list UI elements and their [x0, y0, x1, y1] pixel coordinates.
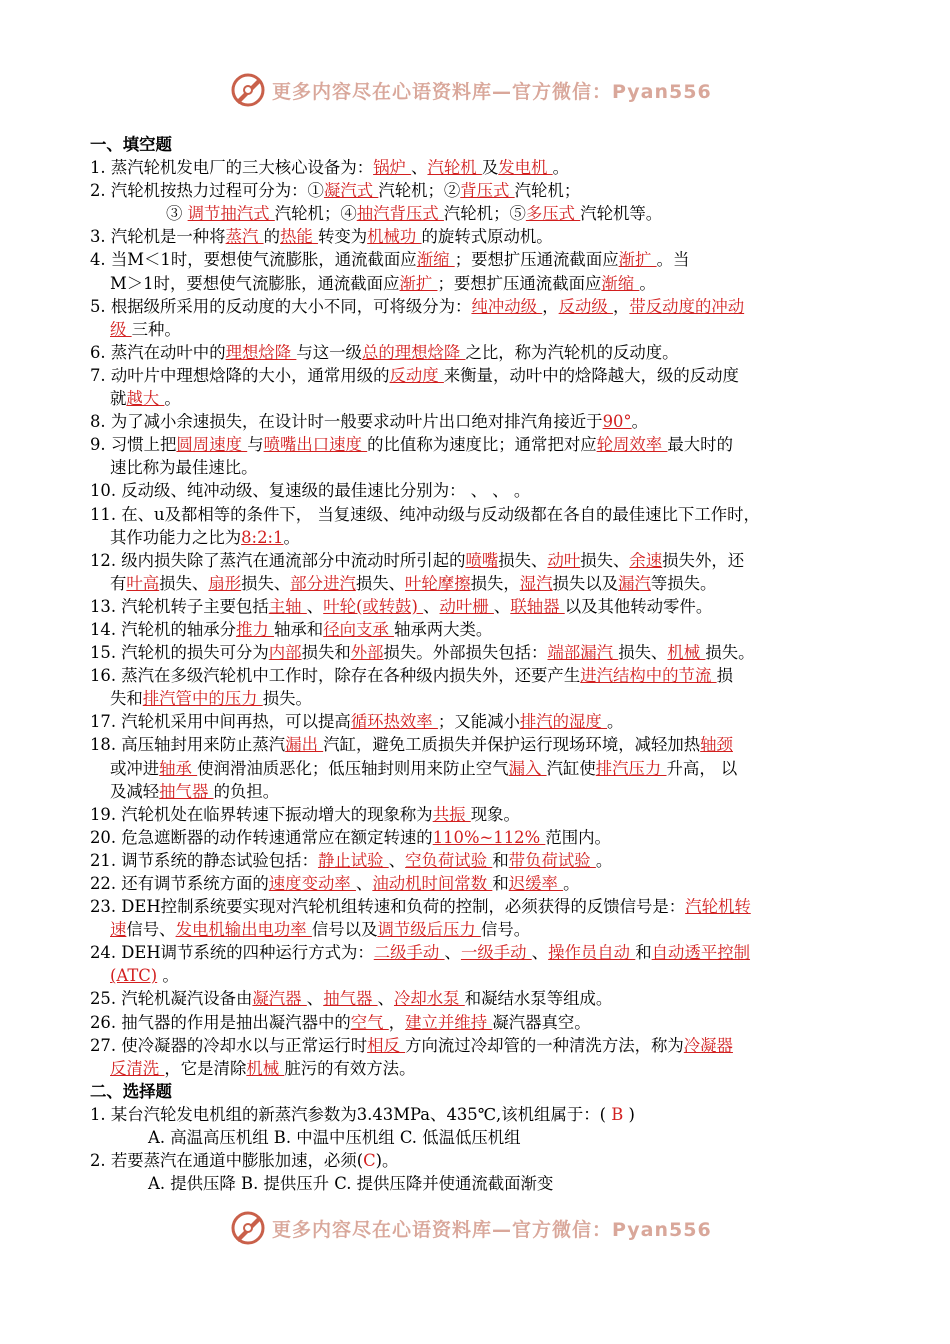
line-text: 一、填空题 [90, 135, 172, 154]
question-20 [90, 826, 865, 849]
question-27 [90, 1034, 865, 1057]
answer-blank: 抽汽背压式 [356, 204, 444, 224]
answer-blank: 冷凝器 [683, 1035, 733, 1055]
answer-blank: 汽轮机转 [685, 897, 751, 917]
watermark-banner-bottom [228, 1208, 728, 1248]
answer-blank: 漏入 [508, 758, 547, 778]
answer-blank: 端部漏汽 [547, 643, 619, 663]
answer-blank: 锅炉 [373, 158, 412, 178]
line-text: 7. 动叶片中理想焓降的大小，通常用级的 [90, 365, 390, 385]
question-2 [90, 179, 865, 202]
line-text: 损失、 [355, 573, 406, 593]
line-text: 汽缸使 [546, 758, 596, 778]
question-27-cont [90, 1057, 865, 1080]
line-text: 和凝结水泵等组成。 [464, 989, 613, 1009]
question-18 [90, 733, 865, 756]
question-4-cont [90, 272, 865, 295]
question-19 [90, 803, 865, 826]
line-text: 10. 反动级、纯冲动级、复速级的最佳速比分别为： 、 、 。 [90, 481, 531, 501]
question-8 [90, 410, 865, 433]
question-16 [90, 664, 865, 687]
answer-blank: 静止试验 [317, 850, 389, 870]
answer-blank: 循环热效率 [350, 712, 438, 732]
line-text: 14. 汽轮机的轴承分 [90, 619, 237, 639]
watermark-text: 更多内容尽在心语资料库—官方微信：Pyan556 [272, 80, 712, 103]
line-text: 、 [423, 596, 440, 616]
line-text: 、 [444, 943, 461, 963]
answer-blank: 操作员自动 [548, 943, 636, 963]
line-text: 损失。外部损失包括： [383, 643, 548, 663]
question-11 [90, 503, 865, 526]
line-text: 升高， 以 [666, 758, 738, 778]
line-text: ；又能减小 [437, 712, 520, 732]
question-18-cont2 [90, 780, 865, 803]
line-text: 就 [110, 389, 127, 409]
line-text: 12. 级内损失除了蒸汽在通流部分中流动时所引起的 [90, 550, 466, 570]
line-text: 汽轮机等。 [580, 204, 663, 224]
answer-blank: 带反动度的冲动 [629, 296, 745, 316]
line-text: 三种。 [131, 319, 181, 339]
answer-blank: 部分进汽 [290, 573, 356, 593]
line-text: ， [388, 1012, 406, 1032]
answer-blank: 纯冲动级 [471, 296, 543, 316]
answer-blank: 冷却水泵 [393, 989, 465, 1009]
line-text: 损 [716, 666, 733, 686]
question-11-cont [90, 526, 865, 549]
line-text: 损失外，还 [662, 550, 745, 570]
answer-blank: 凝汽式 [323, 181, 379, 201]
line-text: 11. 在、u及都相等的条件下， 当复速级、纯冲动级与反动级都在各自的最佳速比下工作时， [90, 504, 760, 524]
watermark-text: 更多内容尽在心语资料库—官方微信：Pyan556 [272, 1218, 712, 1241]
line-text: 和 [635, 943, 652, 963]
answer-blank: 共振 [432, 804, 471, 824]
line-text: 汽轮机；② [378, 181, 461, 201]
line-text: 。 [631, 412, 649, 432]
answer-blank: 轴颈 [700, 735, 733, 755]
line-text: 以及其他转动零件。 [564, 596, 713, 616]
line-text: 17. 汽轮机采用中间再热，可以提高 [90, 712, 351, 732]
line-text: 。 [595, 850, 613, 870]
line-text: 、 [411, 158, 428, 178]
answer-blank: 排汽压力 [595, 758, 667, 778]
line-text: 二、选择题 [90, 1081, 172, 1101]
line-text: ，它是清除 [164, 1058, 247, 1078]
line-text: 、 [306, 989, 324, 1009]
answer-blank: 110%~112% [432, 827, 546, 847]
answer-blank: 反动度 [389, 365, 444, 385]
answer-blank: 速 [110, 920, 127, 940]
line-text: 损失， [470, 573, 520, 593]
line-text: M＞1时，要想使气流膨胀，通流截面应 [110, 273, 400, 293]
answer-blank: 外部 [350, 643, 384, 663]
watermark-banner-top [228, 70, 728, 110]
question-5-cont [90, 318, 865, 341]
line-text: 损失、 [498, 550, 548, 570]
answer-blank: 调节抽汽式 [187, 204, 275, 224]
line-text: 的 [263, 227, 280, 247]
answer-blank: 建立并维持 [405, 1012, 493, 1032]
line-text: 速比称为最佳速比。 [110, 458, 258, 478]
line-text: 及减轻 [110, 781, 160, 801]
answer-blank: 越大 [126, 389, 165, 409]
answer-blank: 叶轮(或转鼓) [323, 596, 424, 616]
question-22 [90, 872, 865, 895]
line-text: 。 [164, 389, 181, 409]
answer-blank: 90° [602, 412, 632, 432]
answer-blank: 空气 [350, 1012, 389, 1032]
answer-blank: 轮周效率 [596, 435, 668, 455]
line-text: 2. 若要蒸汽在通道中膨胀加速，必须( [90, 1151, 364, 1171]
answer-blank: 总的理想焓降 [361, 342, 466, 362]
answer-blank: 抽气器 [159, 781, 214, 801]
question-16-cont [90, 687, 865, 710]
answer-blank: 带负荷试验 [508, 850, 596, 870]
answer-blank: (ATC) [110, 966, 158, 986]
line-text: 、 [493, 596, 511, 616]
answer-blank: 发电机输出电功率 [175, 920, 312, 940]
section-heading-choice [90, 1080, 865, 1103]
line-text: 失和 [110, 689, 143, 709]
answer-blank: 进汽结构中的节流 [580, 666, 717, 686]
line-text: 信号以及 [311, 920, 378, 940]
line-text: 。 [157, 966, 179, 986]
question-10 [90, 479, 865, 502]
line-text: 22. 还有调节系统方面的 [90, 874, 269, 893]
line-text: 和 [492, 874, 509, 893]
question-17 [90, 710, 865, 733]
question-9 [90, 433, 865, 456]
answer-blank: 调节级后压力 [377, 920, 482, 940]
answer-blank: 发电机 [498, 158, 553, 178]
answer-blank: 主轴 [268, 596, 307, 616]
line-text: 脏污的有效方法。 [284, 1058, 416, 1078]
question-5 [90, 295, 865, 318]
answer-blank: 喷嘴出口速度 [263, 435, 368, 455]
question-4 [90, 248, 865, 271]
line-text: 信号、 [126, 920, 176, 940]
line-text: 19. 汽轮机处在临界转速下振动增大的现象称为 [90, 804, 433, 824]
logo-pen-icon [228, 1209, 268, 1247]
answer-blank: 反动级 [558, 296, 614, 316]
question-7-cont [90, 387, 865, 410]
line-text: 3. 汽轮机是一种将 [90, 227, 226, 247]
answer-blank: 空负荷试验 [405, 850, 493, 870]
line-text: 来衡量，动叶中的焓降越大，级的反动度 [443, 365, 739, 385]
line-text: 损失、 [580, 550, 630, 570]
answer-blank: 油动机时间常数 [372, 874, 493, 893]
answer-blank: 凝汽器 [252, 989, 307, 1009]
question-26 [90, 1011, 865, 1034]
answer-blank: 机械功 [367, 227, 422, 247]
line-text: 18. 高压轴封用来防止蒸汽 [90, 735, 286, 755]
line-text: ) [623, 1104, 635, 1124]
choice-2 [90, 1149, 865, 1172]
line-text: 损失以及 [552, 573, 619, 593]
answer-blank: 相反 [367, 1035, 406, 1055]
line-text: 1. 蒸汽轮机发电厂的三大核心设备为： [90, 158, 374, 178]
line-text: 信号。 [481, 920, 531, 940]
line-text: A. 高温高压机组 B. 中温中压机组 C. 低温低压机组 [148, 1128, 521, 1148]
line-text: 6. 蒸汽在动叶中的 [90, 342, 226, 362]
answer-blank: 渐缩 [416, 250, 455, 270]
answer-blank: 径向支承 [323, 619, 394, 639]
line-text: 的负担。 [213, 781, 280, 801]
document-body [90, 133, 865, 1195]
line-text: 。 [639, 273, 656, 293]
answer-blank: 多压式 [525, 204, 581, 224]
line-text: 21. 调节系统的静态试验包括： [90, 850, 318, 870]
answer-blank: 渐缩 [601, 273, 640, 293]
line-text: 汽轮机；⑤ [443, 204, 526, 224]
answer-blank: 排汽的湿度 [519, 712, 608, 732]
choice-1-options [90, 1126, 865, 1149]
answer-blank: 渐扩 [618, 250, 657, 270]
line-text: ；要想扩压通流截面应 [437, 273, 602, 293]
answer-blank: 漏出 [285, 735, 324, 755]
answer-blank: 推力 [236, 619, 275, 639]
line-text: 2. 汽轮机按热力过程可分为：① [90, 181, 324, 201]
logo-pen-icon [228, 71, 268, 109]
line-text: 。 [563, 874, 580, 893]
answer-blank: 抽气器 [323, 989, 378, 1009]
line-text: 5. 根据级所采用的反动度的大小不同，可将级分为： [90, 296, 472, 316]
line-text: 使润滑油质恶化；低压轴封则用来防止空气 [197, 758, 509, 778]
line-text: 现象。 [470, 804, 520, 824]
line-text: 、 [306, 596, 324, 616]
answer-blank: 联轴器 [510, 596, 565, 616]
line-text: 、 [531, 943, 549, 963]
answer-blank: 叶高 [126, 573, 160, 593]
line-text: 损失、 [618, 643, 668, 663]
line-text: 最大时的 [667, 435, 733, 455]
line-text: ， [542, 296, 559, 316]
line-text: 的旋转式原动机。 [421, 227, 553, 247]
line-text: 范围内。 [545, 827, 611, 847]
line-text: 方向流过冷却管的一种清洗方法，称为 [405, 1035, 684, 1055]
answer-blank: 余速 [629, 550, 663, 570]
answer-blank: 圆周速度 [176, 435, 248, 455]
answer-blank: 背压式 [460, 181, 515, 201]
line-text: 损失、 [159, 573, 209, 593]
line-text: 。 [552, 158, 570, 178]
line-text: 1. 某台汽轮发电机组的新蒸汽参数为3.43MPa、435℃,该机组属于：( [90, 1104, 612, 1124]
line-text: A. 提供压降 B. 提供压升 C. 提供压降并使通流截面渐变 [148, 1174, 554, 1194]
line-text: 转变为 [317, 227, 368, 247]
answer-blank: 机械 [246, 1058, 285, 1078]
answer-blank: 动叶栅 [439, 596, 494, 616]
line-text: 损失、 [241, 573, 291, 593]
line-text: )。 [375, 1151, 399, 1171]
answer-blank: 扇形 [208, 573, 242, 593]
answer-blank: 漏汽 [618, 573, 651, 593]
answer-blank: 自动透平控制 [651, 943, 751, 963]
line-text: 的比值称为速度比；通常把对应 [367, 435, 597, 455]
answer-choice: C [363, 1151, 376, 1171]
question-25 [90, 987, 865, 1010]
choice-1 [90, 1103, 865, 1126]
answer-blank: 排汽管中的压力 [142, 689, 263, 709]
line-text: 轴承两大类。 [393, 619, 493, 639]
line-text: 轴承和 [274, 619, 324, 639]
answer-blank: 理想焓降 [225, 342, 297, 362]
line-text: 26. 抽气器的作用是抽出凝汽器中的 [90, 1012, 351, 1032]
line-text: 损失。 [262, 689, 312, 709]
question-6 [90, 341, 865, 364]
answer-blank: 热能 [279, 227, 318, 247]
question-12 [90, 549, 865, 572]
line-text: 16. 蒸汽在多级汽轮机中工作时，除存在各种级内损失外，还要产生 [90, 666, 581, 686]
question-7 [90, 364, 865, 387]
line-text: 之比，称为汽轮机的反动度。 [465, 342, 679, 362]
line-text: 及 [481, 158, 499, 178]
answer-blank: 汽轮机 [427, 158, 482, 178]
line-text: 或冲进 [110, 758, 160, 778]
answer-blank: 一级手动 [460, 943, 532, 963]
answer-blank: 二级手动 [373, 943, 445, 963]
line-text: ；要想扩压通流截面应 [454, 250, 619, 270]
section-heading-fill-blank [90, 133, 865, 156]
question-3 [90, 225, 865, 248]
line-text: 汽轮机；④ [274, 204, 357, 224]
answer-blank: 机械 [667, 643, 706, 663]
line-text: 与 [247, 435, 264, 455]
answer-blank: 喷嘴 [465, 550, 499, 570]
line-text: 4. 当M＜1时，要想使气流膨胀，通流截面应 [90, 250, 417, 270]
answer-blank: 蒸汽 [225, 227, 264, 247]
question-21 [90, 849, 865, 872]
line-text: 等损失。 [650, 573, 717, 593]
line-text: 13. 汽轮机转子主要包括 [90, 596, 269, 616]
line-text: 24. DEH调节系统的四种运行方式为： [90, 943, 374, 963]
question-18-cont [90, 757, 865, 780]
question-15 [90, 641, 865, 664]
answer-blank: 速度变动率 [268, 874, 356, 893]
answer-blank: 迟缓率 [508, 874, 564, 893]
line-text: 其作功能力之比为 [110, 527, 242, 547]
answer-blank: 轴承 [159, 758, 198, 778]
line-text: ， [613, 296, 630, 316]
line-text: 。当 [656, 250, 690, 270]
answer-blank: 湿汽 [519, 573, 553, 593]
line-text: 。 [283, 527, 300, 547]
answer-blank: 内部 [268, 643, 302, 663]
answer-choice: B [611, 1104, 624, 1124]
line-text: 25. 汽轮机凝汽设备由 [90, 989, 253, 1009]
line-text: 汽轮机； [514, 181, 581, 201]
answer-blank: 叶轮摩擦 [405, 573, 471, 593]
line-text: 9. 习惯上把 [90, 435, 177, 455]
question-9-cont [90, 456, 865, 479]
line-text: 、 [377, 989, 394, 1009]
line-text: 15. 汽轮机的损失可分为 [90, 643, 269, 663]
question-24 [90, 941, 865, 964]
answer-blank: 动叶 [547, 550, 581, 570]
question-13 [90, 595, 865, 618]
line-text: ③ [166, 204, 188, 224]
question-24-cont [90, 964, 865, 987]
line-text: 23. DEH控制系统要实现对汽轮机组转速和负荷的控制，必须获得的反馈信号是： [90, 897, 686, 917]
line-text: 8. 为了减小余速损失，在设计时一般要求动叶片出口绝对排汽角接近于 [90, 412, 603, 432]
line-text: 与这一级 [296, 342, 362, 362]
question-23 [90, 895, 865, 918]
line-text: 损失。 [705, 643, 755, 663]
question-1 [90, 156, 865, 179]
line-text: 27. 使冷凝器的冷却水以与正常运行时 [90, 1035, 368, 1055]
answer-blank: 反清洗 [110, 1058, 165, 1078]
line-text: 损失和 [301, 643, 351, 663]
answer-blank: 渐扩 [399, 273, 438, 293]
line-text: 有 [110, 573, 127, 593]
line-text: 、 [388, 850, 406, 870]
question-2-cont [90, 202, 865, 225]
line-text: 。 [607, 712, 624, 732]
choice-2-options [90, 1172, 865, 1195]
line-text: 和 [492, 850, 509, 870]
question-14 [90, 618, 865, 641]
line-text: 凝汽器真空。 [492, 1012, 591, 1032]
line-text: 汽缸，避免工质损失并保护运行现场环境，减轻加热 [323, 735, 701, 755]
question-12-cont [90, 572, 865, 595]
line-text: 20. 危急遮断器的动作转速通常应在额定转速的 [90, 827, 433, 847]
answer-blank: 8:2:1 [241, 527, 284, 547]
question-23-cont [90, 918, 865, 941]
answer-blank: 级 [110, 319, 132, 339]
line-text: 、 [355, 874, 373, 893]
